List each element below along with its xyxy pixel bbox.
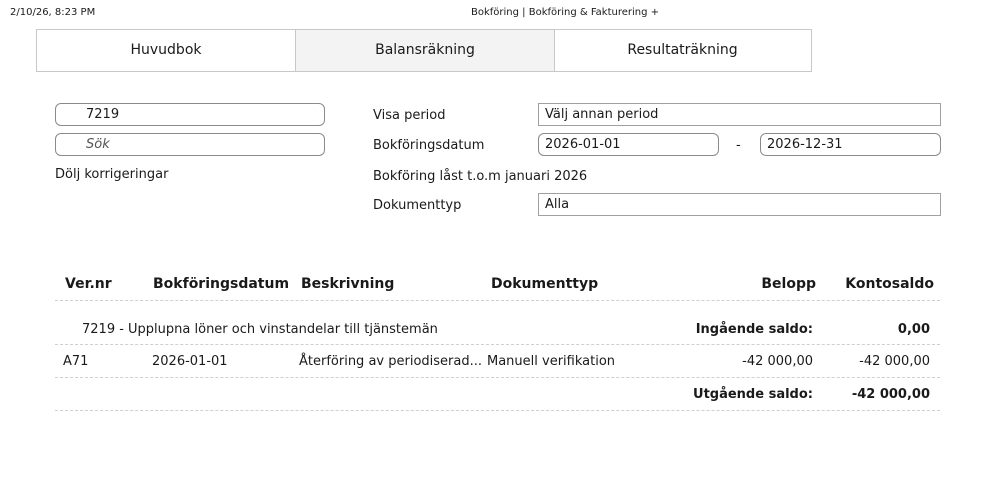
- hide-corrections-toggle[interactable]: Dölj korrigeringar: [55, 167, 169, 182]
- opening-balance-label: Ingående saldo:: [695, 322, 813, 337]
- account-title: 7219 - Upplupna löner och vinstandelar till tjänstemän: [82, 322, 438, 337]
- divider: [55, 410, 940, 411]
- date-separator: -: [736, 138, 741, 153]
- closing-balance-label: Utgående saldo:: [693, 387, 813, 402]
- account-input[interactable]: 7219: [55, 103, 325, 126]
- opening-balance-value: 0,00: [897, 322, 930, 337]
- period-label: Visa period: [373, 108, 446, 123]
- column-header-amount[interactable]: Belopp: [761, 276, 816, 292]
- date-to-input[interactable]: 2026-12-31: [760, 133, 941, 156]
- closing-balance-value: -42 000,00: [851, 387, 930, 402]
- row-doctype: Manuell verifikation: [487, 354, 616, 369]
- row-ver: A71: [63, 354, 89, 369]
- period-select[interactable]: Välj annan period: [538, 103, 941, 126]
- column-header-ver[interactable]: Ver.nr: [65, 276, 112, 292]
- row-balance: -42 000,00: [859, 354, 930, 369]
- doctype-select[interactable]: Alla: [538, 193, 941, 216]
- tab-resultatrakning[interactable]: Resultaträkning: [627, 42, 738, 58]
- table-row[interactable]: [55, 345, 940, 377]
- print-datetime: 2/10/26, 8:23 PM: [10, 7, 96, 18]
- locked-notice: Bokföring låst t.o.m januari 2026: [373, 169, 588, 184]
- tab-huvudbok[interactable]: Huvudbok: [130, 42, 202, 58]
- column-header-date[interactable]: Bokföringsdatum: [153, 276, 290, 292]
- row-description: Återföring av periodiserad...: [299, 354, 482, 369]
- tab-balansrakning[interactable]: Balansräkning: [295, 30, 555, 71]
- column-header-doctype[interactable]: Dokumenttyp: [491, 276, 599, 292]
- doctype-label: Dokumenttyp: [373, 198, 462, 213]
- date-label: Bokföringsdatum: [373, 138, 485, 153]
- date-from-input[interactable]: 2026-01-01: [538, 133, 719, 156]
- row-amount: -42 000,00: [742, 354, 813, 369]
- search-input[interactable]: Sök: [55, 133, 325, 156]
- column-header-description[interactable]: Beskrivning: [301, 276, 395, 292]
- column-header-balance[interactable]: Kontosaldo: [845, 276, 934, 292]
- row-date: 2026-01-01: [152, 354, 228, 369]
- report-tabs: [36, 29, 812, 72]
- divider: [55, 300, 940, 301]
- divider: [55, 377, 940, 378]
- page-title: Bokföring | Bokföring & Fakturering +: [471, 7, 660, 18]
